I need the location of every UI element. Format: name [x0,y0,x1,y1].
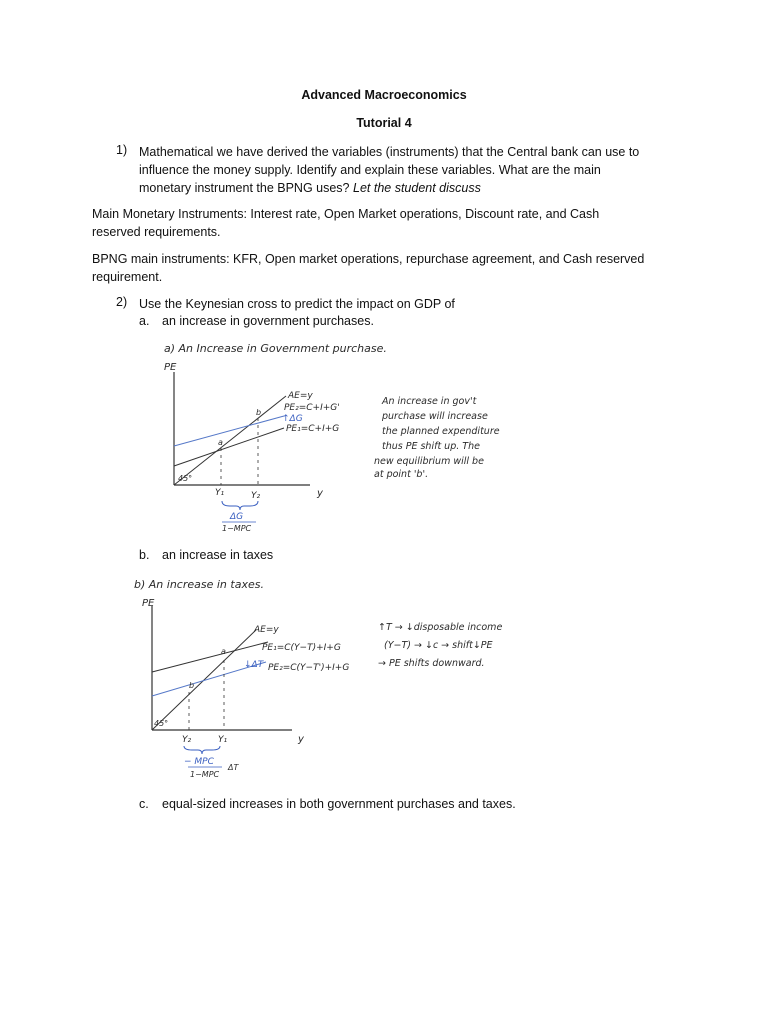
main-instruments-paragraph [92,205,682,241]
question-1-line: influence the money supply. Identify and explain these variables. What are the main [139,163,601,177]
figure-b-delta-t-label: ↓ΔT [244,660,264,670]
question-2-number: 2) [116,295,128,309]
figure-a-angle-label: 45° [178,474,193,483]
figure-a-note-line: the planned expenditure [382,426,500,437]
figure-a-heading: a) An Increase in Government purchase. [164,342,387,355]
figure-a-point-b: b [256,408,262,417]
item-b-letter: b. [139,548,150,562]
figure-a-note-line: thus PE shift up. The [382,441,480,452]
figure-a-45-label: AE=y [288,391,313,401]
item-c-letter: c. [139,797,149,811]
figure-b-heading: b) An increase in taxes. [134,578,264,591]
figure-a-x-axis-label: y [317,488,323,499]
figure-a-multiplier-numerator: ΔG [230,512,244,522]
figure-a-multiplier-denominator: 1−MPC [222,524,252,533]
figure-a-y1-label: Y₁ [215,488,225,498]
paragraph-line: BPNG main instruments: KFR, Open market operations, repurchase agreement, and Cash reserved [92,252,645,266]
item-b-text: an increase in taxes [162,548,274,562]
question-1-line: Mathematical we have derived the variables (instruments) that the Central bank can use to [139,145,640,159]
figure-b-y2-label: Y₂ [182,735,192,745]
figure-b-multiplier-numerator: − MPC [184,757,214,767]
paragraph-line: Main Monetary Instruments: Interest rate, Open Market operations, Discount rate, and Cash [92,207,600,221]
figure-b-multiplier-denominator: 1−MPC [190,770,220,779]
figure-a-note-line: purchase will increase [382,411,488,422]
figure-b-multiplier-suffix: ΔT [228,763,239,772]
question-1-line3: monetary instrument the BPNG uses? [139,181,350,195]
figure-a-point-a: a [218,438,223,447]
paragraph-line: reserved requirements. [92,225,221,239]
figure-a-note-line: new equilibrium will be [374,456,484,467]
figure-b-note-line: → PE shifts downward. [378,658,485,669]
figure-b-point-b: b [189,681,195,690]
item-c-text: equal-sized increases in both government purchases and taxes. [162,797,516,811]
figure-b-y-axis-label: PE [142,598,155,609]
figure-b-45-label: AE=y [254,625,279,635]
figure-a-note-line: at point 'b'. [374,469,429,480]
figure-b-x-axis-label: y [298,734,304,745]
figure-a-brace [222,501,258,510]
figure-a-y2-label: Y₂ [251,491,261,501]
figure-a-delta-g-label: ↑ΔG [282,414,303,424]
bpng-instruments-paragraph [92,250,682,286]
question-1-line [139,179,679,197]
figure-b-point-a: a [221,647,226,656]
figure-b-y1-label: Y₁ [218,735,228,745]
figure-increase-in-taxes [132,574,522,786]
figure-a-note-line: An increase in gov't [382,396,477,407]
tutorial-number: Tutorial 4 [356,116,412,130]
figure-a-pe1-line [174,428,284,466]
figure-a-y-axis-label: PE [164,362,177,373]
item-a-text: an increase in government purchases. [162,314,374,328]
figure-b-note-line: (Y−T) → ↓c → shift↓PE [384,640,493,651]
figure-a-pe2-label: PE₂=C+I+G' [284,403,340,413]
figure-a-pe1-label: PE₁=C+I+G [286,424,340,434]
figure-b-angle-label: 45° [154,719,169,728]
figure-a-45-line [174,396,286,485]
figure-b-pe1-label: PE₁=C(Y−T)+I+G [262,643,341,653]
item-a-letter: a. [139,314,150,328]
question-2-text: Use the Keynesian cross to predict the impact on GDP of [139,297,455,311]
figure-b-note-line: ↑T → ↓disposable income [378,622,503,633]
figure-b-pe2-label: PE₂=C(Y−T')+I+G [268,663,350,673]
student-discuss-note: Let the student discuss [353,181,481,195]
document-title: Advanced Macroeconomics [301,88,467,102]
figure-government-purchase [160,338,520,534]
figure-b-brace [184,746,220,754]
paragraph-line: requirement. [92,270,163,284]
question-1-text [139,143,679,197]
question-1-number: 1) [116,143,128,157]
